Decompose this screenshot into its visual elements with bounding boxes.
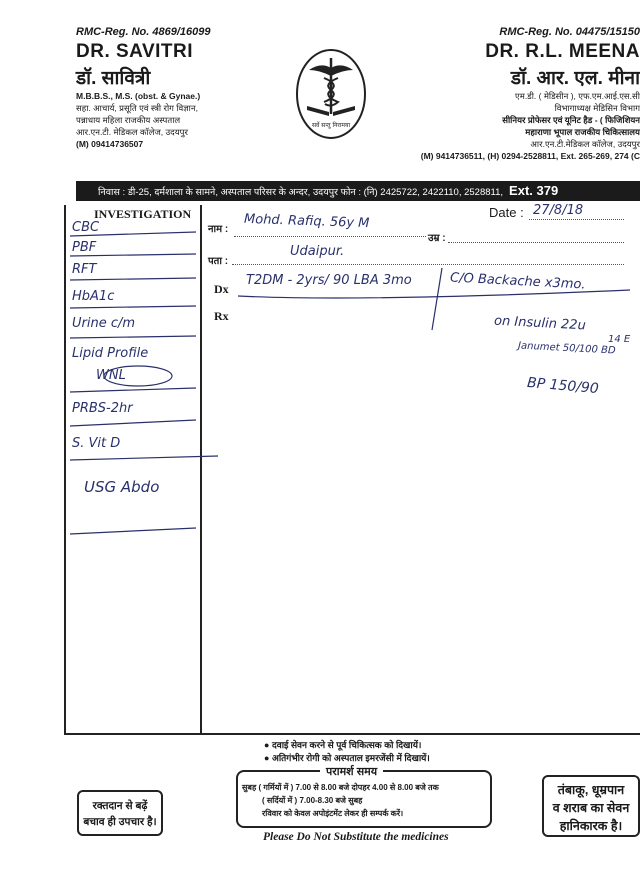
inv-underline-1	[70, 232, 196, 236]
right-degrees: एम.डी. ( मेडिसीन ), एफ.एम.आई.एस.सी	[515, 91, 640, 101]
hw-rx-insulin: on Insulin 22u	[493, 313, 587, 334]
hw-date: 27/8/18	[533, 203, 584, 218]
left-reg-no: RMC-Reg. No. 4869/16099	[76, 26, 211, 38]
right-phones: (M) 9414736511, (H) 0294-2528811, Ext. 265-269, 274 (C	[420, 151, 640, 161]
address-label: पता :	[208, 256, 229, 267]
tobacco-warning-box	[542, 775, 640, 837]
inv-underline-5	[70, 336, 196, 338]
substitute-warning: Please Do Not Substitute the medicines	[263, 831, 449, 843]
left-doctor-name-hindi: डॉ. सावित्री	[76, 68, 151, 89]
warning-line-2: व शराब का सेवन	[552, 801, 630, 815]
left-designation: सहा. आचार्य, प्रसूति एवं स्त्री रोग विज्ञान,	[76, 103, 198, 113]
wnl-circle	[104, 366, 172, 386]
inv-item-result: WNL	[96, 368, 126, 383]
inv-item-8: S. Vit D	[72, 436, 121, 451]
dx-underline	[238, 290, 630, 298]
inv-underline-8	[70, 456, 218, 460]
left-mobile: (M) 09414736507	[76, 139, 144, 149]
inv-item-1: CBC	[72, 220, 100, 235]
left-hospital: पन्नाधाय महिला राजकीय अस्पताल	[76, 115, 181, 125]
warning-line-3: हानिकारक है।	[559, 819, 623, 833]
inv-item-9: USG Abdo	[84, 478, 160, 496]
left-degrees: M.B.B.S., M.S. (obst. & Gynae.)	[76, 91, 201, 101]
timing-line-3: रविवार को केवल अपोइंटमेंट लेकर ही सम्पर्क करें।	[262, 809, 404, 818]
slogan-line-2: बचाव ही उपचार है।	[83, 816, 157, 828]
inv-underline-6	[70, 388, 196, 392]
right-doctor-name-hindi: डॉ. आर. एल. मीना	[510, 68, 640, 89]
hw-diagnosis: T2DM - 2yrs/ 90 LBA 3mo	[246, 273, 412, 288]
left-doctor-name: DR. SAVITRI	[76, 41, 194, 62]
right-doctor-name: DR. R.L. MEENA	[485, 41, 640, 62]
dx-symbol: Dx	[214, 282, 229, 296]
rx-symbol: Rx	[214, 309, 229, 323]
hw-bp: BP 150/90	[526, 374, 600, 398]
inv-item-4: HbA1c	[72, 289, 115, 304]
hw-rx-janumet: Janumet 50/100 BD	[517, 340, 616, 357]
investigation-heading: INVESTIGATION	[94, 207, 192, 221]
right-college: आर.एन.टी.मेडिकल कॉलेज, उदयपुर	[530, 139, 640, 149]
inv-item-5: Urine c/m	[72, 316, 136, 331]
left-college: आर.एन.टी. मेडिकल कॉलेज, उदयपुर	[76, 127, 188, 137]
right-hospital: महाराणा भूपाल राजकीय चिकित्सालय	[525, 127, 640, 137]
inv-item-6: Lipid Profile	[72, 346, 149, 361]
hw-complaint: C/O Backache x3mo.	[449, 270, 586, 293]
inv-item-3: RFT	[72, 262, 97, 277]
name-label: नाम :	[208, 224, 229, 235]
hw-address: Udaipur.	[290, 244, 345, 259]
footer-note-1: ● दवाई सेवन करने से पूर्व चिकित्सक को दिखायें।	[264, 740, 422, 750]
inv-underline-3	[70, 278, 196, 280]
inv-item-2: PBF	[72, 240, 97, 255]
timing-line-1: सुबह ( गर्मियों में ) 7.00 से 8.00 बजे दोपहर 4.00 से 8.00 बजे तक	[242, 783, 439, 792]
right-designation: सीनियर प्रोफेसर एवं यूनिट हैड - ( फिजिशियन	[502, 115, 640, 125]
dx-divider-stroke	[432, 268, 442, 330]
logo-motto: सर्वे सन्तु निरामया	[311, 122, 351, 129]
date-label: Date :	[489, 205, 524, 220]
timing-title: परामर्श समय	[320, 764, 383, 779]
hw-rx-insulin-evening: 14 E	[608, 334, 631, 345]
inv-underline-9	[70, 528, 196, 534]
inv-underline-2	[70, 254, 196, 256]
inv-underline-4	[70, 306, 196, 308]
age-label: उम्र :	[428, 233, 446, 244]
inv-underline-7	[70, 420, 196, 426]
hw-patient-name: Mohd. Rafiq. 56y M	[243, 211, 370, 232]
right-reg-no: RMC-Reg. No. 04475/15150	[499, 26, 640, 38]
timing-line-2: ( सर्दियों में ) 7.00-8.30 बजे सुबह	[262, 796, 363, 805]
address-text: निवास : डी-25, दर्मशाला के सामने, अस्पताल परिसर के अन्दर, उदयपुर फोन : (नि) 2425722, 2422110, 2528811,	[98, 187, 504, 198]
extension-number: Ext. 379	[509, 183, 559, 198]
warning-line-1: तंबाकू, धूम्रपान	[557, 783, 625, 797]
health-slogan-box	[77, 790, 163, 836]
inv-item-7: PRBS-2hr	[72, 401, 133, 416]
footer-note-2: ● अतिगंभीर रोगी को अस्पताल इमरजेंसी में दिखायें।	[264, 753, 430, 763]
slogan-line-1: रक्तदान से बढ़ें	[92, 800, 148, 812]
right-dept: विभागाध्यक्ष मेडिसिन विभाग	[554, 103, 640, 113]
